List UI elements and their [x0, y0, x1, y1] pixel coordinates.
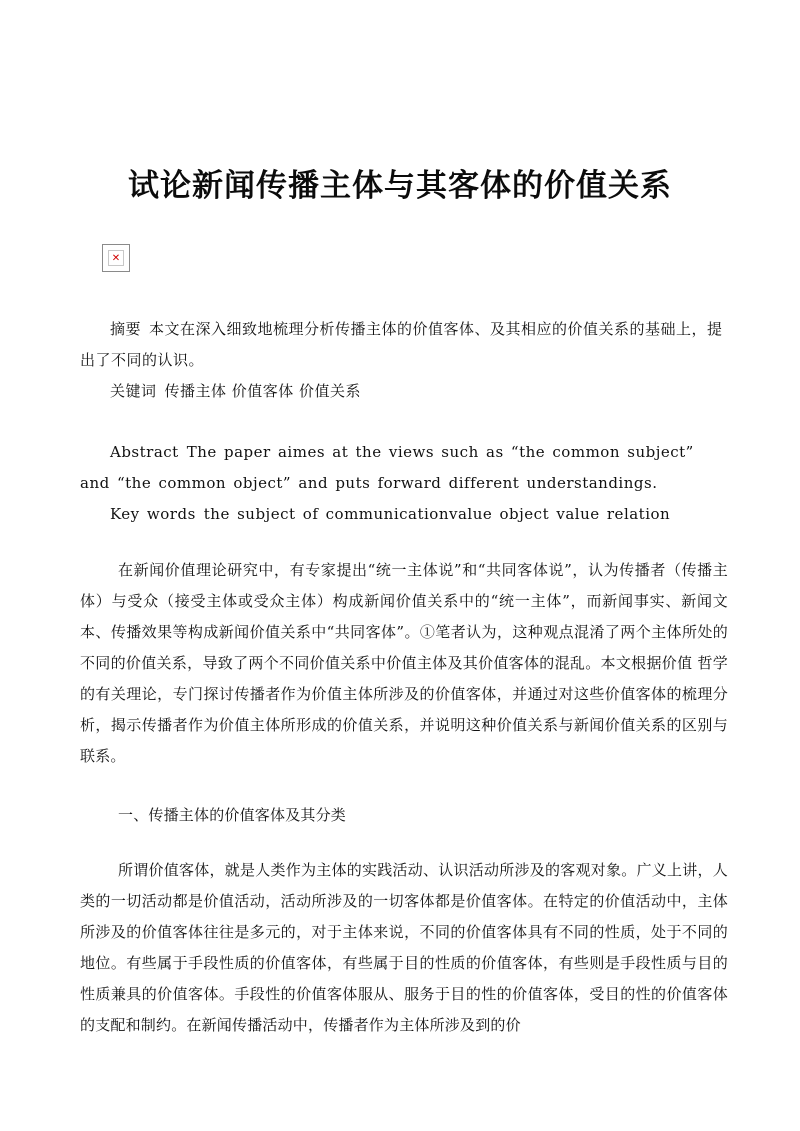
intro-paragraph: 在新闻价值理论研究中，有专家提出“统一主体说”和“共同客体说”，认为传播者（传播主体）与受众（接受主体或受众主体）构成新闻价值关系中的“统一主体”，而新闻事实、新闻文本、传播效果等构成新闻价值关系中“共同客体”。①笔者认为，这种观点混淆了两个主体所处的不同的价值关系，导致了两个不同价值关系中价值主体及其价值客体的混乱。本文根据价值 哲学 的有关理论，专门探讨传播者作为价值主体所涉及的价值客体，并通过对这些价值客体的梳理分析，揭示传播者作为价值主体所形成的价值关系，并说明这种价值关系与新闻价值关系的区别与联系。	[80, 561, 728, 765]
section-paragraph: 所谓价值客体，就是人类作为主体的实践活动、认识活动所涉及的客观对象。广义上讲，人类的一切活动都是价值活动，活动所涉及的一切客体都是价值客体。在特定的价值活动中，主体所涉及的价值客体往往是多元的，对于主体来说，不同的价值客体具有不同的性质，处于不同的地位。有些属于手段性质的价值客体，有些属于目的性质的价值客体，有些则是手段性质与目的性质兼具的价值客体。手段性的价值客体服从、服务于目的性的价值客体，受目的性的价值客体的支配和制约。在新闻传播活动中，传播者作为主体所涉及到的价	[80, 861, 728, 1034]
abstract-en-label: Abstract	[110, 443, 179, 461]
keywords-label: 关键词	[110, 382, 157, 400]
keywords-en	[80, 499, 730, 530]
keywords-en-label: Key words	[110, 505, 196, 523]
section-heading: 一、传播主体的价值客体及其分类	[118, 806, 347, 824]
keywords-text: 传播主体 价值客体 价值关系	[164, 382, 362, 400]
paper-title: 试论新闻传播主体与其客体的价值关系	[128, 168, 672, 204]
abstract-text: 本文在深入细致地梳理分析传播主体的价值客体、及其相应的价值关系的基础上，提出了不同的认识。	[80, 320, 723, 369]
abstract-en-text: The paper aimes at the views such as “the common subject” and “the common object” and puts forward different understandings.	[80, 443, 694, 492]
abstract-label: 摘要	[110, 320, 142, 338]
abstract-en	[80, 437, 730, 499]
abstract-cn	[80, 314, 730, 376]
keywords-cn	[80, 376, 730, 407]
broken-image-placeholder	[102, 244, 130, 272]
broken-image-icon: ✕	[108, 250, 124, 266]
keywords-en-text: the subject of communicationvalue object value relation	[203, 505, 671, 523]
